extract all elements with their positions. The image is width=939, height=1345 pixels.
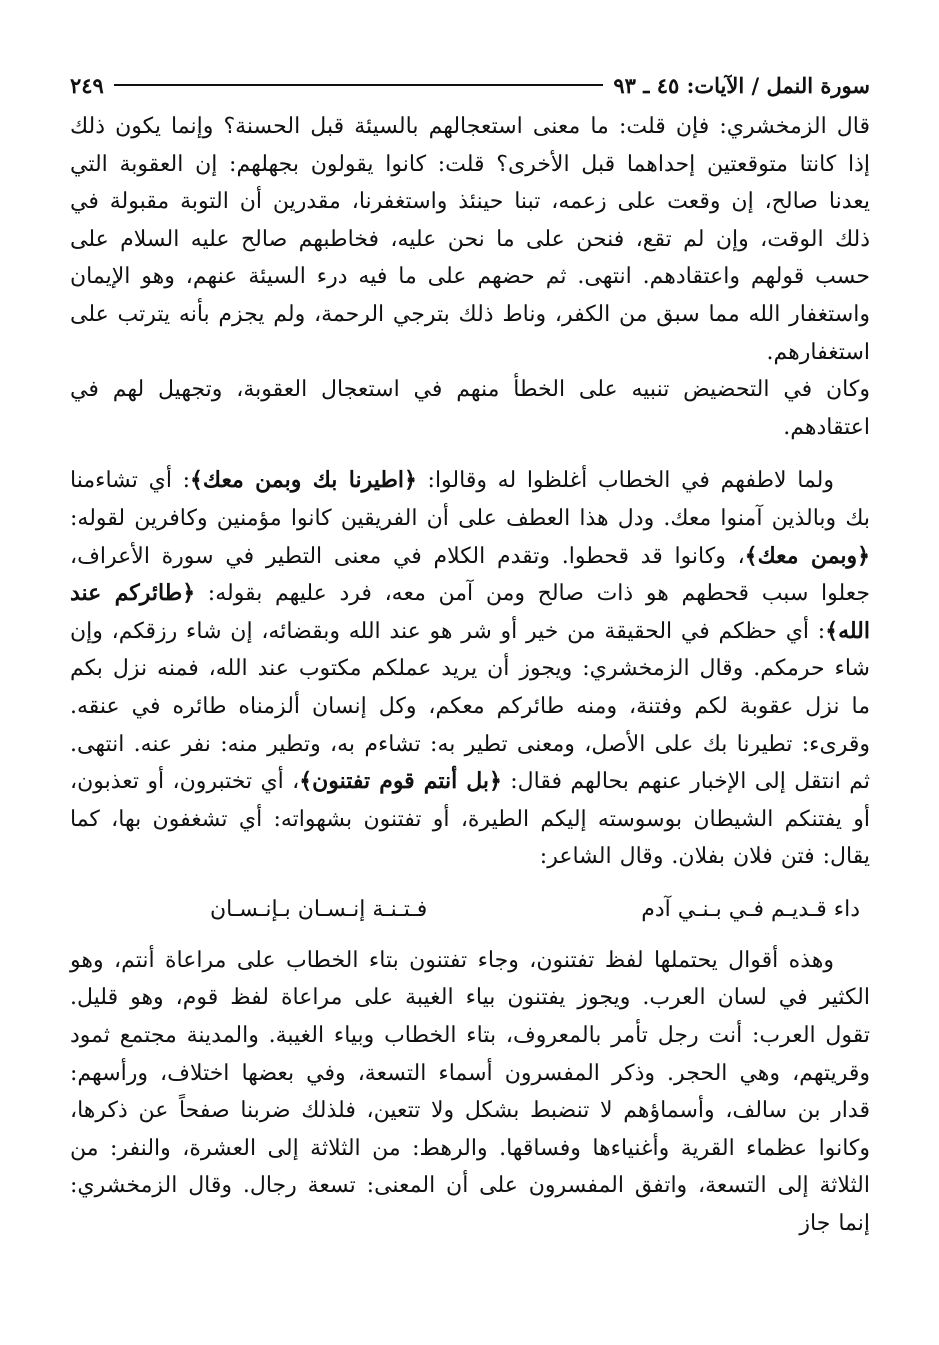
poetry-verse	[70, 888, 870, 932]
text-segment: ولما لاطفهم في الخطاب أغلظوا له وقالوا:	[416, 468, 834, 494]
quran-quote: ﴿وبمن معك﴾	[744, 542, 870, 569]
text-segment: : أي حظكم في الحقيقة من خير أو شر هو عند الله وبقضائه، إن شاء رزقكم، وإن شاء حرمكم. وقال الزمخشري: ويجوز أن يريد عملكم مكتوب عند الله، فمنه نزل بكم ما نزل عقوبة لكم وفتنة، ومنه طائركم معكم، وكل إنسان ألزمناه طائره في عنقه. وقرىء: تطيرنا بك على الأصل، ومعنى تطير به: تشاءم به، وتطير منه: نفر عنه. انتهى. ثم انتقل إلى الإخبار عنهم بحالهم فقال:	[70, 618, 870, 795]
quran-quote: ﴿اطيرنا بك وبمن معك﴾	[190, 467, 417, 494]
text-segment: وهذه أقوال يحتملها لفظ تفتنون، وجاء تفتنون بتاء الخطاب على مراعاة أنتم، وهو الكثير في لسان العرب. ويجوز يفتنون بياء الغيبة على مراعاة لفظ قوم، وهو قليل. تقول العرب: أنت رجل تأمر بالمعروف، بتاء الخطاب وبياء الغيبة. والمدينة مجتمع ثمود وقريتهم، وهي الحجر. وذكر المفسرون أسماء التسعة، وفي بعضها اختلاف، ورأسهم: قدار بن سالف، وأسماؤهم لا تنضبط بشكل ولا تتعين، فلذلك ضربنا صفحاً عن ذكرها، وكانوا عظماء القرية وأغنياءها وفساقها. والرهط: من الثلاثة إلى العشرة، والنفر: من الثلاثة إلى التسعة، واتفق المفسرون على أن المعنى: تسعة رجال. وقال الزمخشري: إنما جاز	[70, 947, 870, 1237]
text-segment: : أي تشاءمنا بك وبالذين آمنوا معك. ودل هذا العطف على أن الفريقين كانوا مؤمنين وكافرين لقوله:	[70, 468, 870, 531]
verse-second-hemistich: فـتـنـة إنـسـان بـإنـسـان	[210, 896, 428, 922]
running-title: سورة النمل / الآيات: ٤٥ ـ ٩٣	[613, 72, 870, 98]
text-segment: ، وكانوا قد قحطوا. وتقدم الكلام في معنى التطير في سورة الأعراف، جعلوا سبب قحطهم هو ذات صالح ومن آمن معه، فرد عليهم بقوله:	[70, 543, 871, 607]
text-segment: وكان في التحضيض تنبيه على الخطأ منهم في استعجال العقوبة، وتجهيل لهم في اعتقادهم.	[70, 377, 870, 440]
text-segment: قال الزمخشري: فإن قلت: ما معنى استعجالهم بالسيئة قبل الحسنة؟ وإنما يكون ذلك إذا كانتا متوقعتين إحداهما قبل الأخرى؟ قلت: كانوا يقولون بجهلهم: إن العقوبة التي يعدنا صالح، إن وقعت على زعمه، تبنا حينئذ واستغفرنا، مقدرين أن التوبة مقبولة في ذلك الوقت، وإن لم تقع، فنحن على ما نحن عليه، فخاطبهم صالح عليه السلام على حسب قولهم واعتقادهم. انتهى. ثم حضهم على ما فيه درء السيئة عنهم، وهو الإيمان واستغفار الله مما سبق من الكفر، وناط ذلك بترجي الرحمة، ولم يجزم بأنه يترتب على استغفارهم.	[70, 114, 870, 365]
paragraph-tahdid-note	[70, 371, 870, 446]
paragraph-tatayyur	[70, 462, 870, 876]
page-number: ٢٤٩	[70, 72, 104, 98]
verse-first-hemistich: داء قـديـم فـي بـنـي آدم	[641, 896, 860, 922]
paragraph-tuftanun-readings	[70, 942, 870, 1243]
book-page	[70, 66, 870, 1243]
quran-quote: ﴿بل أنتم قوم تفتنون﴾	[299, 768, 502, 795]
paragraph-zamakhshari-question	[70, 108, 870, 371]
quran-quote: ﴿طائركم عند الله﴾	[70, 580, 870, 644]
page-header	[70, 66, 870, 104]
header-rule	[114, 84, 604, 86]
text-segment: ، أي تختبرون، أو تعذبون، أو يفتنكم الشيطان بوسوسته إليكم الطيرة، أو تفتنون بشهواته: أي تشغفون بها، كما يقال: فتن فلان بفلان. وقال الشاعر:	[70, 769, 870, 870]
